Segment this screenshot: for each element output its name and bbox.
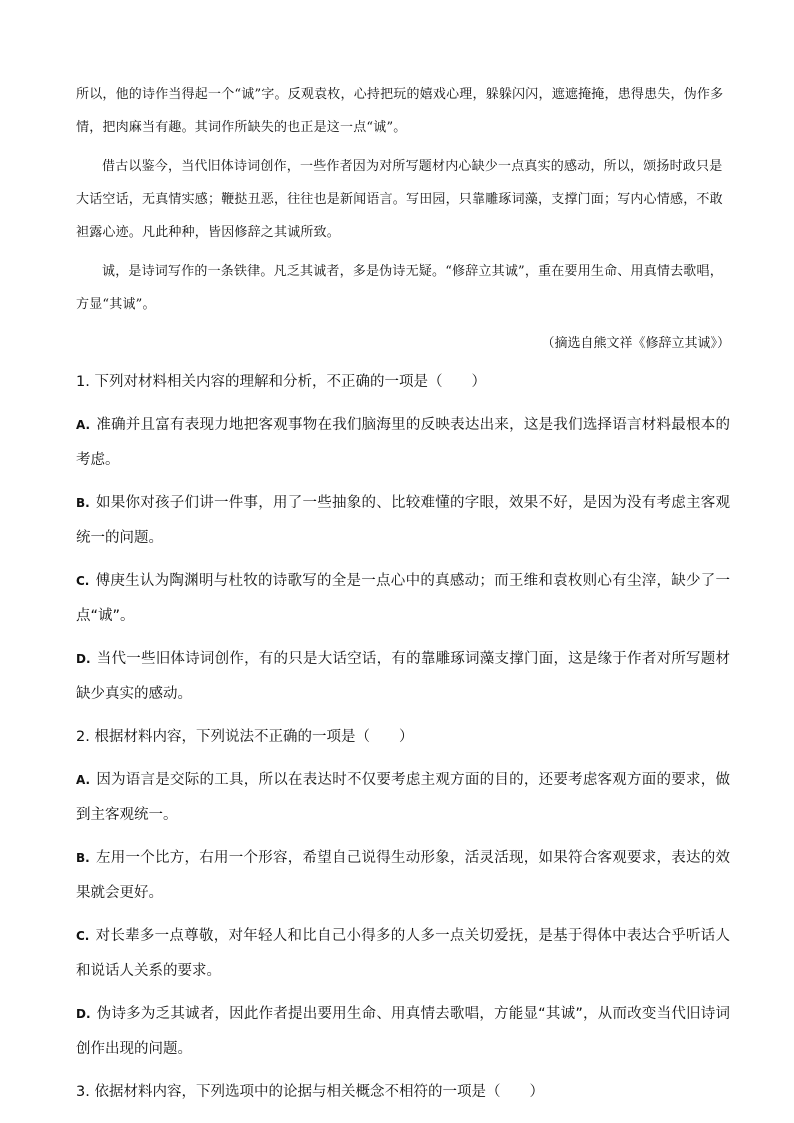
question-1-option-b <box>76 486 730 556</box>
option-text: 傅庚生认为陶渊明与杜牧的诗歌写的全是一点心中的真感动；而王维和袁枚则心有尘滓，缺少了一点“诚”。 <box>76 573 730 624</box>
option-label: A. <box>76 773 91 787</box>
document-page <box>76 78 730 1118</box>
question-1 <box>76 365 730 712</box>
option-label: B. <box>76 496 90 510</box>
option-label: C. <box>76 929 90 943</box>
question-3 <box>76 1075 730 1110</box>
question-2 <box>76 720 730 1067</box>
option-text: 当代一些旧体诗词创作，有的只是大话空话，有的靠雕琢词藻支撑门面，这是缘于作者对所写题材缺少真实的感动。 <box>76 651 730 702</box>
question-1-stem: 1. 下列对材料相关内容的理解和分析，不正确的一项是（ ） <box>76 374 486 390</box>
option-text: 对长辈多一点尊敬，对年轻人和比自己小得多的人多一点关切爱抚，是基于得体中表达合乎听话人和说话人关系的要求。 <box>76 928 730 979</box>
question-2-option-c <box>76 919 730 989</box>
question-1-option-a <box>76 408 730 478</box>
question-2-option-a <box>76 763 730 833</box>
option-label: A. <box>76 418 91 432</box>
question-2-stem: 2. 根据材料内容，下列说法不正确的一项是（ ） <box>76 729 414 745</box>
option-text: 伪诗多为乏其诚者，因此作者提出要用生命、用真情去歌唱，方能显“其诚”，从而改变当代旧诗词创作出现的问题。 <box>76 1006 730 1057</box>
passage-paragraph-1: 所以，他的诗作当得起一个“诚”字。反观袁枚，心持把玩的嬉戏心理，躲躲闪闪，遮遮掩掩，患得患失，伪作多情，把肉麻当有趣。其词作所缺失的也正是这一点“诚”。 <box>76 87 724 135</box>
passage-paragraph-3: 诚，是诗词写作的一条铁律。凡乏其诚者，多是伪诗无疑。“修辞立其诚”，重在要用生命、用真情去歌唱，方显“其诚”。 <box>76 264 723 312</box>
option-label: C. <box>76 574 90 588</box>
question-1-option-c <box>76 564 730 634</box>
passage-source: （摘选自熊文祥《修辞立其诚》） <box>541 336 730 351</box>
option-text: 如果你对孩子们讲一件事，用了一些抽象的、比较难懂的字眼，效果不好，是因为没有考虑主客观统一的问题。 <box>76 495 730 546</box>
option-label: B. <box>76 851 90 865</box>
option-label: D. <box>76 1007 91 1021</box>
option-label: D. <box>76 652 91 666</box>
option-text: 左用一个比方，右用一个形容，希望自己说得生动形象，活灵活现，如果符合客观要求，表达的效果就会更好。 <box>76 850 730 901</box>
question-2-option-d <box>76 997 730 1067</box>
question-1-option-d <box>76 642 730 712</box>
option-text: 因为语言是交际的工具，所以在表达时不仅要考虑主观方面的目的，还要考虑客观方面的要求，做到主客观统一。 <box>76 772 730 823</box>
passage-paragraph-2: 借古以鉴今，当代旧体诗词创作，一些作者因为对所写题材内心缺少一点真实的感动，所以，颂扬时政只是大话空话，无真情实感；鞭挞丑恶，往往也是新闻语言。写田园，只靠雕琢词藻，支撑门面；写内心情感，不敢袒露心迹。凡此种种，皆因修辞之其诚所致。 <box>76 159 723 240</box>
question-3-stem: 3. 依据材料内容，下列选项中的论据与相关概念不相符的一项是（ ） <box>76 1084 544 1100</box>
option-text: 准确并且富有表现力地把客观事物在我们脑海里的反映表达出来，这是我们选择语言材料最根本的考虑。 <box>76 417 730 468</box>
question-2-option-b <box>76 841 730 911</box>
